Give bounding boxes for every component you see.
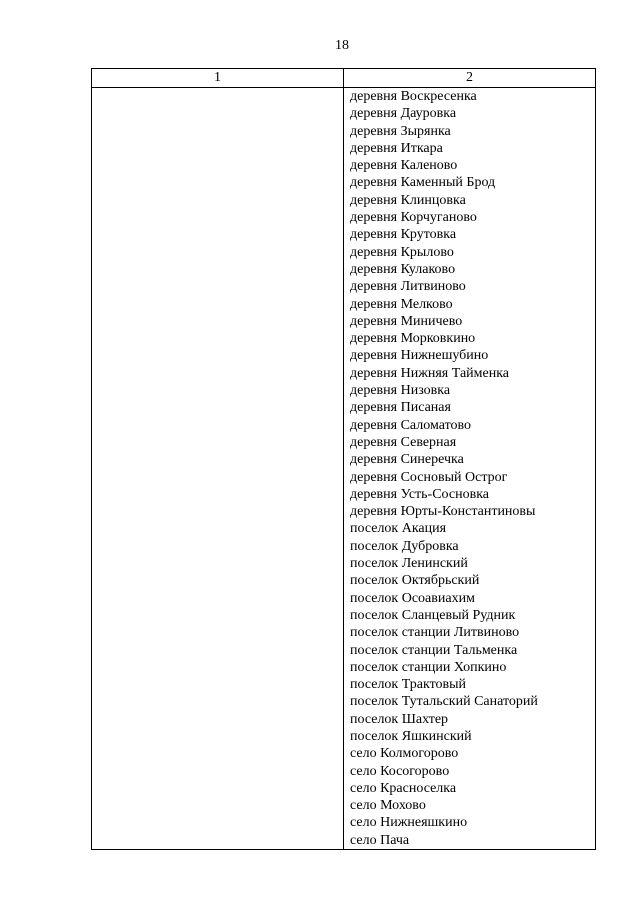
settlement-item: поселок Тутальский Санаторий bbox=[350, 694, 538, 710]
settlement-item: поселок станции Тальменка bbox=[350, 642, 518, 658]
settlement-item: поселок станции Литвиново bbox=[350, 625, 520, 641]
settlement-item: деревня Мелково bbox=[350, 296, 453, 312]
settlement-item: деревня Литвиново bbox=[350, 279, 466, 295]
table-header-row bbox=[92, 69, 596, 88]
settlement-item: деревня Крутовка bbox=[350, 227, 457, 243]
column-1-cell bbox=[92, 88, 344, 850]
settlement-item: деревня Низовка bbox=[350, 383, 451, 399]
settlement-item: поселок Шахтер bbox=[350, 711, 449, 727]
settlement-item: деревня Корчуганово bbox=[350, 210, 477, 226]
settlement-item: село Нижнеяшкино bbox=[350, 815, 468, 831]
settlement-item: село Мохово bbox=[350, 798, 426, 814]
table-row bbox=[92, 88, 596, 850]
settlement-item: село Пача bbox=[350, 832, 410, 848]
settlement-item: деревня Северная bbox=[350, 434, 457, 450]
settlement-item: деревня Каменный Брод bbox=[350, 175, 496, 191]
settlement-item: деревня Иткара bbox=[350, 140, 443, 156]
settlement-item: деревня Крылово bbox=[350, 244, 454, 260]
settlement-item: деревня Дауровка bbox=[350, 106, 457, 122]
settlement-item: деревня Каленово bbox=[350, 158, 458, 174]
settlement-item: деревня Синеречка bbox=[350, 452, 464, 468]
settlement-item: деревня Морковкино bbox=[350, 331, 476, 347]
settlement-item: деревня Сосновый Острог bbox=[350, 469, 508, 485]
settlement-item: село Колмогорово bbox=[350, 746, 459, 762]
settlement-item: поселок Осоавиахим bbox=[350, 590, 475, 606]
settlement-item: поселок Октябрьский bbox=[350, 573, 480, 589]
settlement-item: деревня Усть-Сосновка bbox=[350, 486, 490, 502]
settlement-item: поселок Дубровка bbox=[350, 538, 459, 554]
settlement-item: село Косогорово bbox=[350, 763, 450, 779]
page-number: 18 bbox=[335, 38, 349, 53]
settlement-item: деревня Зырянка bbox=[350, 123, 451, 139]
settlement-item: деревня Клинцовка bbox=[350, 192, 466, 208]
settlement-item: деревня Воскресенка bbox=[350, 89, 477, 104]
settlement-list bbox=[344, 88, 595, 849]
settlement-item: деревня Саломатово bbox=[350, 417, 472, 433]
settlement-item: деревня Миничево bbox=[350, 313, 463, 329]
settlement-item: деревня Нижняя Тайменка bbox=[350, 365, 510, 381]
settlement-item: поселок Трактовый bbox=[350, 677, 467, 693]
column-header-2: 2 bbox=[344, 69, 596, 88]
settlement-item: деревня Писаная bbox=[350, 400, 451, 416]
settlement-item: поселок станции Хопкино bbox=[350, 659, 507, 675]
settlement-item: село Красноселка bbox=[350, 780, 457, 796]
settlement-item: поселок Сланцевый Рудник bbox=[350, 607, 516, 623]
column-2-cell bbox=[344, 88, 596, 850]
settlement-item: деревня Юрты-Константиновы bbox=[350, 504, 536, 520]
settlement-item: поселок Акация bbox=[350, 521, 447, 537]
settlements-table bbox=[91, 68, 596, 850]
settlement-item: поселок Ленинский bbox=[350, 556, 468, 572]
settlement-item: деревня Нижнешубино bbox=[350, 348, 489, 364]
settlement-item: деревня Кулаково bbox=[350, 261, 456, 277]
settlement-item: поселок Яшкинский bbox=[350, 728, 472, 744]
column-header-1: 1 bbox=[92, 69, 344, 88]
